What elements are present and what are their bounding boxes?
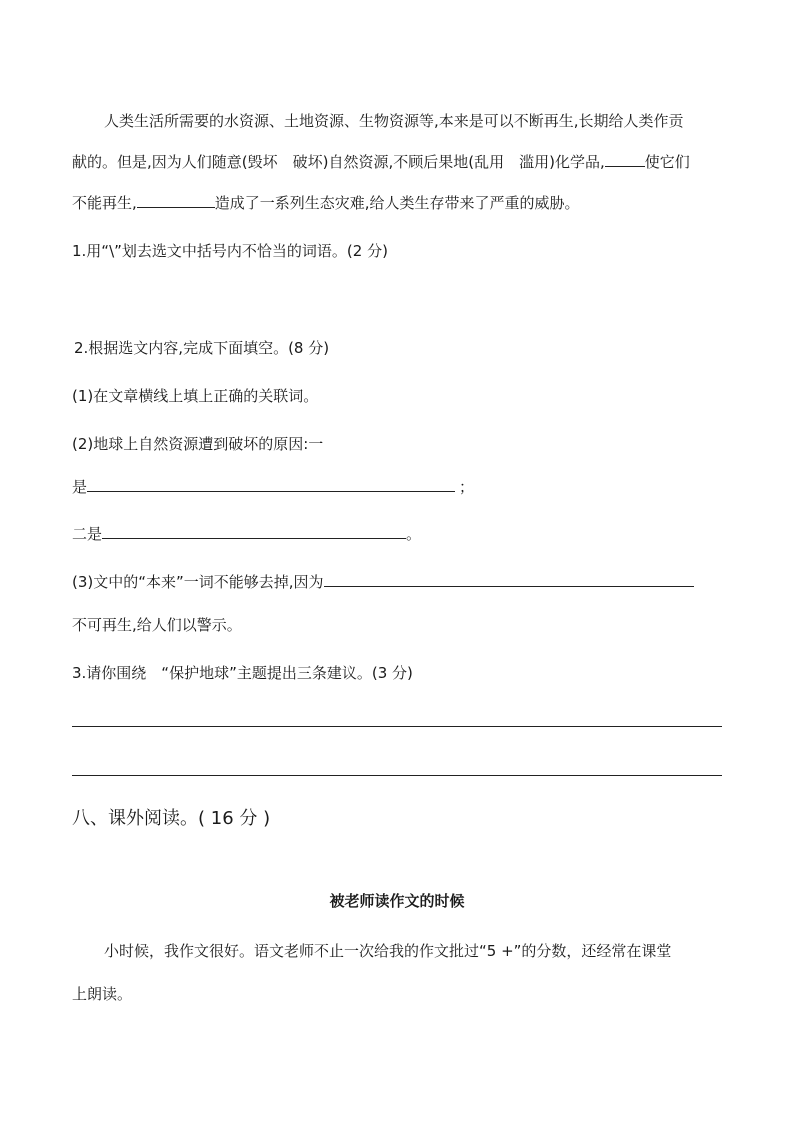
question-3: 3.请你围绕 “保护地球”主题提出三条建议。(3 分) (72, 664, 413, 682)
conjunction-blank-1[interactable] (605, 152, 645, 167)
passage-line-3-start: 不能再生, (72, 194, 137, 212)
question-2-sub-2: (2)地球上自然资源遭到破坏的原因:一 (72, 435, 324, 453)
passage-line-2-end: 使它们 (644, 153, 690, 171)
answer-line-2[interactable] (72, 775, 722, 776)
conjunction-blank-2[interactable] (137, 193, 215, 208)
passage-line-2 (72, 151, 690, 172)
reason-2-prefix: 二是 (72, 525, 103, 543)
passage-line-3 (72, 192, 580, 213)
passage-line-3-text: 造成了一系列生态灾难,给人类生存带来了严重的威胁。 (214, 194, 580, 212)
question-2-sub-3-text: (3)文中的“本来”一词不能够去掉,因为 (72, 573, 324, 591)
question-1: 1.用“\”划去选文中括号内不恰当的词语。(2 分) (72, 242, 388, 260)
article-paragraph-line-2: 上朗读。 (72, 985, 133, 1003)
answer-line-1[interactable] (72, 726, 722, 727)
article-paragraph-line-1: 小时候，我作文很好。语文老师不止一次给我的作文批过“5 +”的分数，还经常在课堂 (104, 942, 672, 960)
passage-line-1: 人类生活所需要的水资源、土地资源、生物资源等,本来是可以不断再生,长期给人类作贡 (104, 112, 684, 130)
reason-2-answer-blank[interactable] (102, 524, 406, 539)
question-2-sub-1: (1)在文章横线上填上正确的关联词。 (72, 387, 319, 405)
reason-1-line (72, 476, 474, 497)
reason-2-end: 。 (406, 525, 422, 543)
reason-1-prefix: 是 (72, 478, 88, 496)
question-2-sub-3 (72, 571, 694, 592)
question-2-title: 2.根据选文内容,完成下面填空。(8 分) (74, 339, 330, 357)
article-title: 被老师读作文的时候 (329, 892, 465, 910)
question-2-sub-3-cont: 不可再生,给人们以警示。 (72, 616, 242, 634)
section-8-heading: 八、课外阅读。( 16 分 ) (72, 808, 271, 829)
sub-3-answer-blank[interactable] (324, 572, 694, 587)
reason-1-answer-blank[interactable] (87, 477, 455, 492)
reason-1-end: ； (459, 478, 475, 496)
reason-2-line (72, 523, 421, 544)
passage-line-2-text: 献的。但是,因为人们随意(毁坏 破坏)自然资源,不顾后果地(乱用 滥用)化学品, (72, 153, 605, 171)
